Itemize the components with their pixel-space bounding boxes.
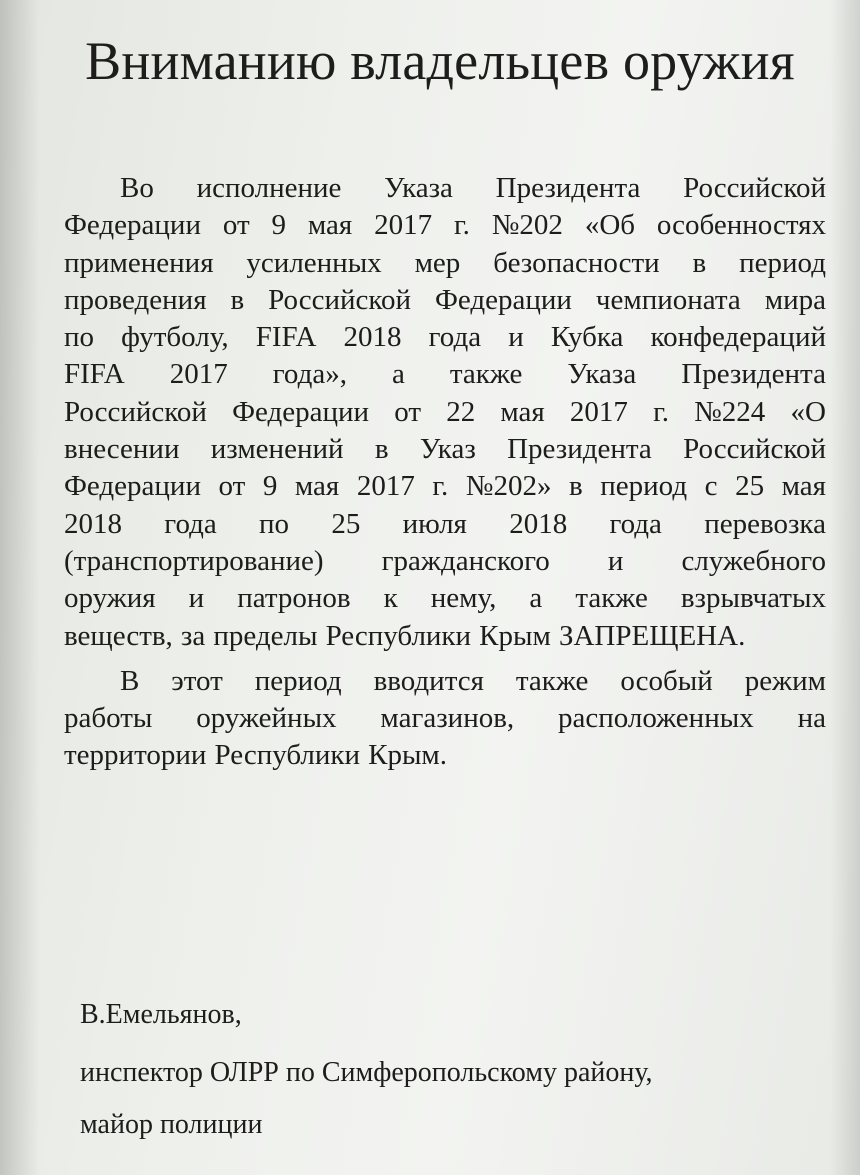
word: патронов [237,582,351,615]
word: FIFA [255,321,317,354]
word: конфедераций [650,321,826,354]
word: взрывчатых [680,582,826,615]
paragraph-line [64,207,826,244]
word: на [797,702,826,735]
word: особенностях [656,209,826,242]
word: территории [64,739,207,772]
word: веществ, [64,619,173,652]
paragraph-line [64,700,826,737]
word: мая [307,209,353,242]
signer-name: В.Емельянов, [80,999,242,1030]
word: Республики [214,739,360,772]
paragraph-line [64,618,826,655]
word: 2017 [356,470,415,503]
word: по [64,321,95,354]
word: 2018 [509,507,568,540]
word: оружия [64,582,156,615]
paragraph-line [64,245,826,282]
word: в [692,246,707,279]
word: период [739,246,826,279]
word: также [449,358,523,391]
word: безопасности [493,246,660,279]
word: от [394,395,422,428]
word: Федерации [232,395,370,428]
word: №202» [465,470,552,503]
paragraph-line [64,737,826,774]
word: и [607,544,624,577]
word: а [529,582,543,615]
word: мира [764,283,826,316]
word: усиленных [246,246,382,279]
word: Крым. [368,739,448,772]
word: режим [744,664,826,697]
word: период [254,664,342,697]
word: и [508,321,524,354]
word: от [222,209,250,242]
word: Президента [681,358,826,391]
word: гражданского [381,544,550,577]
word: в [569,470,583,503]
word: В [120,664,140,697]
paragraph-line [64,663,826,700]
word: мая [294,470,340,503]
word: к [383,582,398,615]
word: года [609,507,662,540]
paragraph-line [64,543,826,580]
word: служебного [681,544,826,577]
word: Президента [495,172,641,204]
word: внесении [64,433,180,466]
word: и [188,582,205,615]
page-shadow-right [830,0,860,1175]
word: в [230,283,245,316]
paragraph-line [64,506,826,543]
word: Республики [325,619,472,652]
word: мая [781,470,826,503]
notice-title: Вниманию владельцев оружия [85,31,795,91]
word: этот [171,664,223,697]
notice-paragraph-2 [64,663,826,775]
word: вводится [373,664,484,697]
word: Федерации [64,470,201,503]
word: 2018 [64,507,122,540]
word: работы [64,702,153,735]
notice-body [64,170,826,775]
word: изменений [210,433,344,466]
word: Президента [507,433,652,466]
word: применения [64,246,214,279]
word: «О [790,395,826,428]
word: за [180,619,206,652]
word: Российской [268,283,412,316]
page-shadow-left [0,0,40,1175]
word: магазинов, [380,702,515,735]
word: с [704,470,718,503]
word: также [575,582,648,615]
word: нему, [430,582,497,615]
paragraph-line [64,170,826,207]
word: Российской [683,172,826,204]
word: Крым [479,619,551,652]
paragraph-line [64,394,826,431]
word: а [391,358,405,391]
word: расположенных [558,702,754,735]
word: 2017 [374,209,433,242]
word: Федерации [64,209,201,242]
word: 2017 [569,395,628,428]
word: исполнение [196,172,342,204]
word: проведения [64,283,207,316]
paragraph-line [64,356,826,393]
word: июля [402,507,467,540]
word: г. [432,470,449,503]
signature-block [80,1000,800,1140]
signer-position: инспектор ОЛРР по Симферопольскому району, [80,1057,653,1088]
word: (транспортирование) [64,544,324,577]
word: по [259,507,290,540]
word: 9 [262,470,278,503]
word: Российской [683,433,826,466]
word: FIFA [64,358,125,391]
word: г. [653,395,669,428]
paragraph-line [64,580,826,617]
word: «Об [584,209,636,242]
paragraph-line [64,282,826,319]
word: период [600,470,688,503]
signer-rank: майор полиции [80,1109,263,1140]
word: также [515,664,589,697]
word: 25 [331,507,361,540]
word: футболу, [121,321,229,354]
word: 25 [735,470,765,503]
word: Указа [384,172,453,204]
word: чемпионата [595,283,741,316]
word: года», [272,358,347,391]
word: года [164,507,217,540]
word: 22 [446,395,476,428]
paragraph-line [64,431,826,468]
word: 2018 [343,321,402,354]
word: №202 [491,209,563,242]
word: от [218,470,246,503]
word: Во [120,172,154,204]
word: г. [454,209,470,242]
word: в [374,433,389,466]
word: перевозка [704,507,826,540]
word: 2017 [169,358,228,391]
word: Кубка [550,321,624,354]
paragraph-line [64,319,826,356]
word: 9 [271,209,287,242]
word: пределы [213,619,318,652]
word: мая [500,395,545,428]
word: года [428,321,482,354]
word: Указа [567,358,637,391]
word: ЗАПРЕЩЕНА. [558,619,746,652]
word: особый [620,664,713,697]
notice-paragraph-1 [64,170,826,655]
word: №224 [694,395,766,428]
word: Федерации [434,283,572,316]
paragraph-line [64,468,826,505]
word: Указ [419,433,476,466]
word: оружейных [196,702,337,735]
word: мер [414,246,461,279]
word: Российской [64,395,207,428]
